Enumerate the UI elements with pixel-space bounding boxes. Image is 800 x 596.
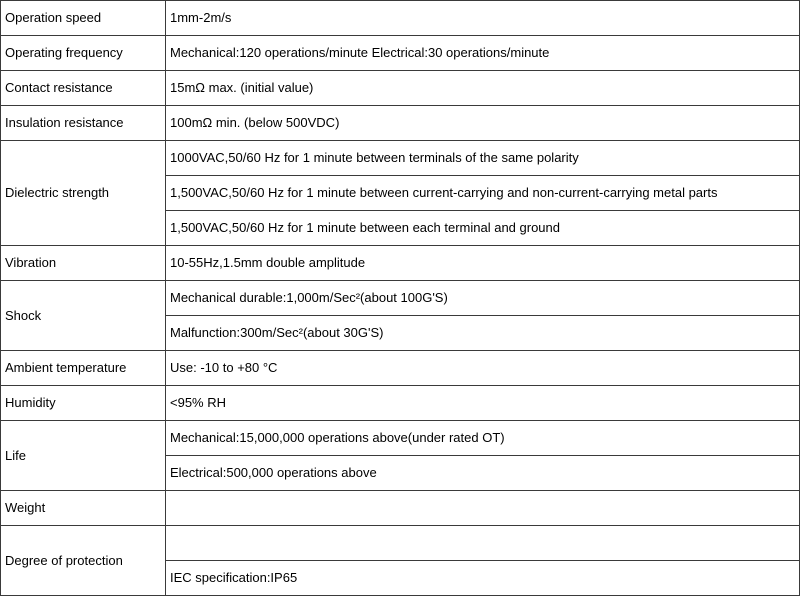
spec-label: Vibration <box>1 246 166 281</box>
spec-label: Degree of protection <box>1 526 166 596</box>
spec-value: Mechanical:15,000,000 operations above(under rated OT) <box>166 421 800 456</box>
spec-value: Use: -10 to +80 °C <box>166 351 800 386</box>
spec-label: Insulation resistance <box>1 106 166 141</box>
spec-value <box>166 526 800 561</box>
spec-label: Shock <box>1 281 166 351</box>
spec-label: Humidity <box>1 386 166 421</box>
spec-value: 1,500VAC,50/60 Hz for 1 minute between current-carrying and non-current-carrying metal parts <box>166 176 800 211</box>
spec-row-weight <box>1 491 800 526</box>
spec-row-vibration <box>1 246 800 281</box>
spec-row-life <box>1 421 800 456</box>
spec-label: Operating frequency <box>1 36 166 71</box>
spec-value: <95% RH <box>166 386 800 421</box>
spec-label: Life <box>1 421 166 491</box>
spec-row-shock <box>1 281 800 316</box>
spec-value: 1mm-2m/s <box>166 1 800 36</box>
spec-row-ambient-temperature <box>1 351 800 386</box>
spec-value: Mechanical durable:1,000m/Sec²(about 100G'S) <box>166 281 800 316</box>
spec-value: Malfunction:300m/Sec²(about 30G'S) <box>166 316 800 351</box>
spec-value: 1,500VAC,50/60 Hz for 1 minute between each terminal and ground <box>166 211 800 246</box>
spec-row-operation-speed <box>1 1 800 36</box>
spec-row-operating-frequency <box>1 36 800 71</box>
spec-value: IEC specification:IP65 <box>166 561 800 596</box>
spec-value: 15mΩ max. (initial value) <box>166 71 800 106</box>
spec-label: Weight <box>1 491 166 526</box>
spec-row-contact-resistance <box>1 71 800 106</box>
spec-row-dielectric-strength <box>1 141 800 176</box>
spec-row-humidity <box>1 386 800 421</box>
spec-value: 1000VAC,50/60 Hz for 1 minute between terminals of the same polarity <box>166 141 800 176</box>
spec-value: 100mΩ min. (below 500VDC) <box>166 106 800 141</box>
spec-row-degree-of-protection <box>1 526 800 561</box>
spec-label: Operation speed <box>1 1 166 36</box>
spec-row-insulation-resistance <box>1 106 800 141</box>
spec-value: 10-55Hz,1.5mm double amplitude <box>166 246 800 281</box>
spec-value: Electrical:500,000 operations above <box>166 456 800 491</box>
spec-label: Contact resistance <box>1 71 166 106</box>
spec-value: Mechanical:120 operations/minute Electrical:30 operations/minute <box>166 36 800 71</box>
spec-value <box>166 491 800 526</box>
spec-label: Dielectric strength <box>1 141 166 246</box>
spec-label: Ambient temperature <box>1 351 166 386</box>
